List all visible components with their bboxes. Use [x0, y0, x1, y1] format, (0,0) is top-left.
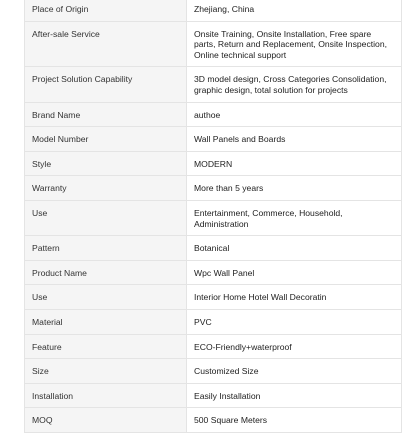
attribute-label: Use [25, 285, 187, 310]
attribute-label: Brand Name [25, 102, 187, 127]
table-row [25, 151, 402, 176]
table-row [25, 359, 402, 384]
table-row [25, 21, 402, 67]
attribute-value: Zhejiang, China [187, 0, 402, 21]
attribute-value: Botanical [187, 236, 402, 261]
table-row [25, 127, 402, 152]
attribute-label: After-sale Service [25, 21, 187, 67]
table-row [25, 200, 402, 235]
table-row [25, 102, 402, 127]
table-row [25, 0, 402, 21]
table-row [25, 285, 402, 310]
attribute-value: Wpc Wall Panel [187, 260, 402, 285]
product-attributes-table [24, 0, 402, 433]
attribute-label: Model Number [25, 127, 187, 152]
attribute-label: MOQ [25, 408, 187, 433]
table-row [25, 260, 402, 285]
table-row [25, 383, 402, 408]
attribute-value: PVC [187, 309, 402, 334]
attribute-value: MODERN [187, 151, 402, 176]
attribute-label: Place of Origin [25, 0, 187, 21]
table-row [25, 67, 402, 102]
attribute-value: More than 5 years [187, 176, 402, 201]
attribute-value: Customized Size [187, 359, 402, 384]
attribute-label: Project Solution Capability [25, 67, 187, 102]
attribute-label: Feature [25, 334, 187, 359]
table-row [25, 408, 402, 433]
attribute-label: Product Name [25, 260, 187, 285]
attribute-value: Interior Home Hotel Wall Decoratin [187, 285, 402, 310]
attribute-label: Use [25, 200, 187, 235]
attribute-label: Material [25, 309, 187, 334]
table-row [25, 334, 402, 359]
attribute-value: authoe [187, 102, 402, 127]
table-row [25, 236, 402, 261]
attribute-value: 500 Square Meters [187, 408, 402, 433]
attribute-label: Style [25, 151, 187, 176]
table-row [25, 309, 402, 334]
attribute-label: Pattern [25, 236, 187, 261]
attribute-value: Easily Installation [187, 383, 402, 408]
attribute-value: Onsite Training, Onsite Installation, Free spare parts, Return and Replacement, Onsite Inspection, Online technical support [187, 21, 402, 67]
attribute-value: ECO-Friendly+waterproof [187, 334, 402, 359]
attribute-value: 3D model design, Cross Categories Consolidation, graphic design, total solution for projects [187, 67, 402, 102]
attribute-value: Entertainment, Commerce, Household, Administration [187, 200, 402, 235]
table-row [25, 176, 402, 201]
attribute-value: Wall Panels and Boards [187, 127, 402, 152]
attribute-label: Size [25, 359, 187, 384]
attribute-label: Warranty [25, 176, 187, 201]
attribute-label: Installation [25, 383, 187, 408]
